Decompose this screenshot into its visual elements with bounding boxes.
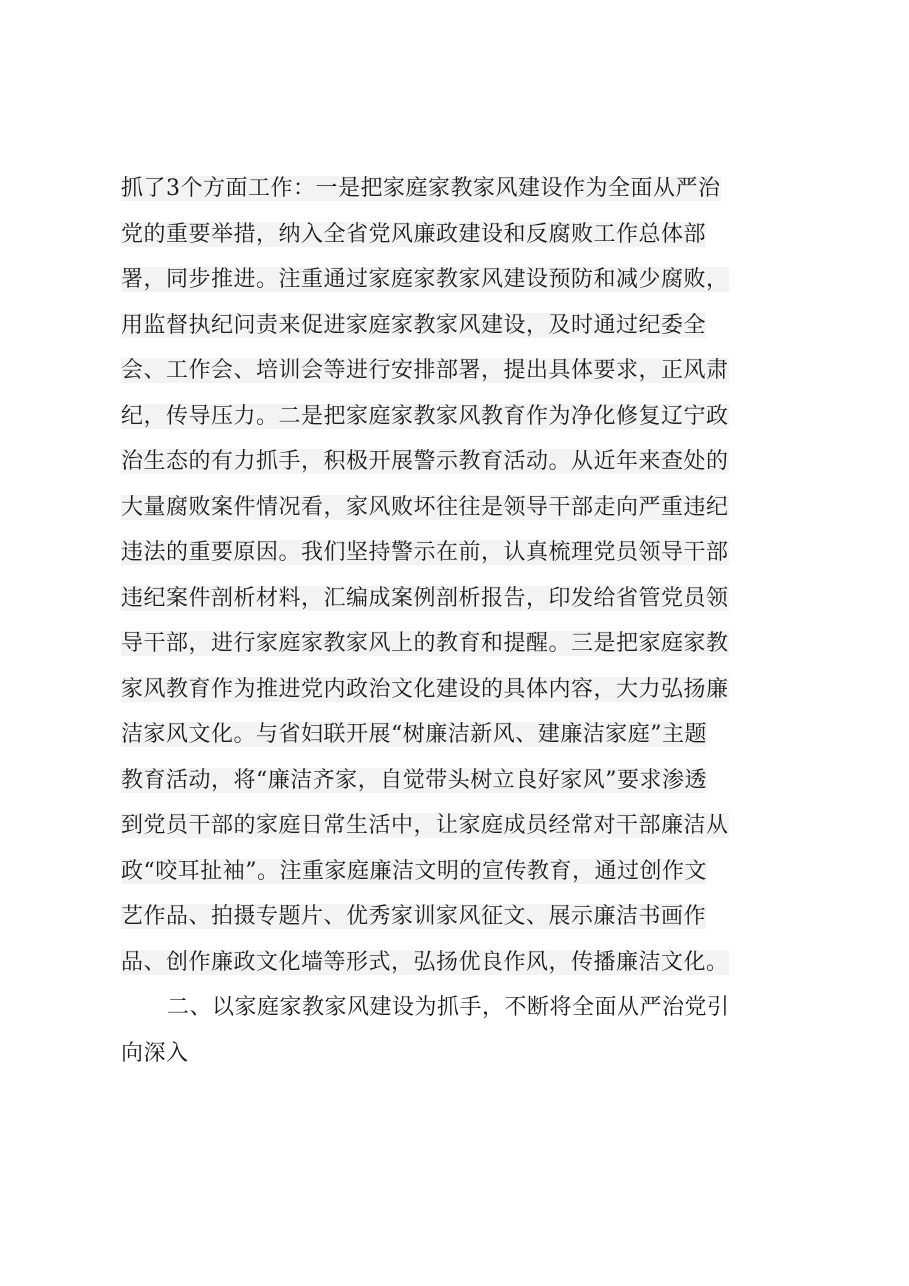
paragraph-line: 用监督执纪问责来促进家庭家教家风建设，及时通过纪委全 [121,312,707,338]
paragraph-line: 教育活动，将“廉洁齐家，自觉带头树立良好家风”要求渗透 [121,767,707,793]
paragraph-line: 洁家风文化。与省妇联开展“树廉洁新风、建廉洁家庭”主题 [121,722,707,747]
paragraph-line: 导干部，进行家庭家教家风上的教育和提醒。三是把家庭家教 [121,631,729,656]
body-text [121,166,801,1076]
paragraph-line: 抓了3个方面工作：一是把家庭家教家风建设作为全面从严治 [121,176,721,201]
paragraph-line: 纪，传导压力。二是把家庭家教家风教育作为净化修复辽宁政 [121,403,729,429]
paragraph-line: 违法的重要原因。我们坚持警示在前，认真梳理党员领导干部 [121,540,729,565]
paragraph-line: 会、工作会、培训会等进行安排部署，提出具体要求，正风肃 [121,358,729,383]
paragraph-line: 家风教育作为推进党内政治文化建设的具体内容，大力弘扬廉 [121,676,729,702]
paragraph-line: 党的重要举措，纳入全省党风廉政建设和反腐败工作总体部 [121,221,707,247]
section-heading-line: 二、以家庭家教家风建设为抓手，不断将全面从严治党引 [167,995,730,1020]
paragraph-line: 大量腐败案件情况看，家风败坏往往是领导干部走向严重违纪 [121,494,729,520]
paragraph-line: 违纪案件剖析材料，汇编成案例剖析报告，印发给省管党员领 [121,585,729,611]
section-heading-line: 向深入 [121,1040,189,1066]
paragraph-line: 署，同步推进。注重通过家庭家教家风建设预防和减少腐败， [121,267,729,292]
paragraph-line: 到党员干部的家庭日常生活中，让家庭成员经常对干部廉洁从 [121,813,729,838]
paragraph-line: 治生态的有力抓手，积极开展警示教育活动。从近年来查处的 [121,449,729,474]
paragraph-line: 政“咬耳扯袖”。注重家庭廉洁文明的宣传教育，通过创作文 [121,858,707,884]
paragraph-line: 艺作品、拍摄专题片、优秀家训家风征文、展示廉洁书画作 [121,904,707,929]
paragraph-line: 品、创作廉政文化墙等形式，弘扬优良作风，传播廉洁文化。 [121,949,729,975]
